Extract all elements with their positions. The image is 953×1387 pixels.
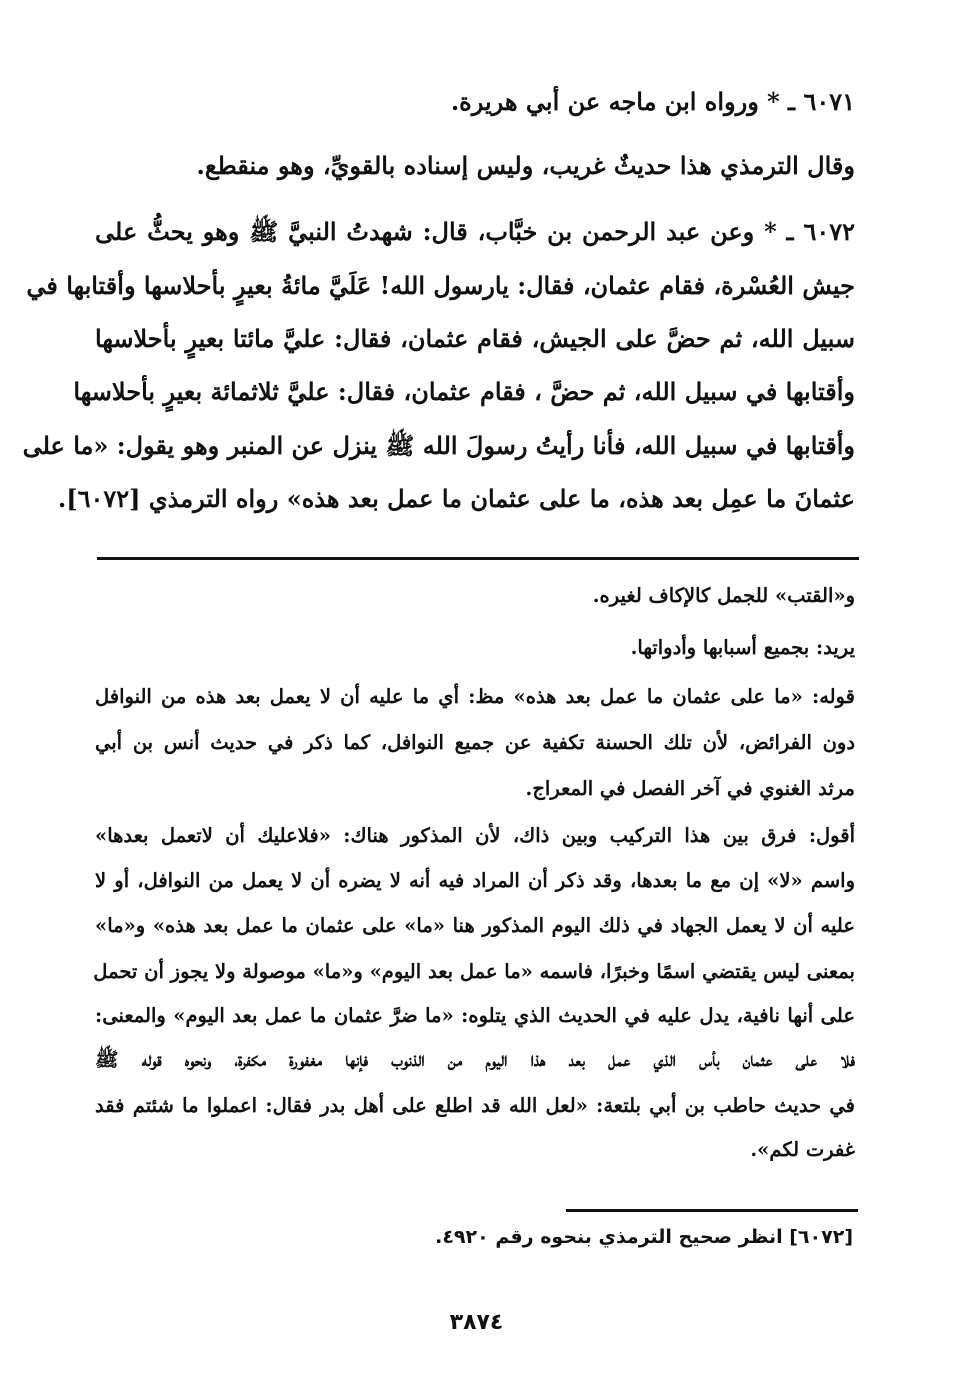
- page-number: ٣٨٧٤: [449, 1310, 504, 1335]
- hadith-6072-line-5: وأقتابها في سبيل الله، فأنا رأيتُ رسولَ الله ﷺ ينزل عن المنبر وهو يقول: «ما على: [22, 431, 855, 460]
- hadith-6072-line-3: سبيل الله، ثم حضَّ على الجيش، فقام عثمان، فقال: عليَّ مائتا بعيرٍ بأحلاسها: [95, 324, 855, 353]
- commentary-line-6: أقول: فرق بين هذا التركيب وبين ذاك، لأن المذكور هناك: «فلاعليك أن لاتعمل بعدها»: [95, 824, 855, 847]
- commentary-line-1: و«القتب» للجمل كالإكاف لغيره.: [592, 584, 855, 607]
- footnote-divider: [566, 1209, 858, 1212]
- commentary-line-8: عليه أن لا يعمل الجهاد في ذلك اليوم المذكور هنا «ما» على عثمان ما عمل بعد هذه» و«ما»: [95, 914, 855, 937]
- commentary-line-11: فلا على عثمان بأس الذي عمل بعد هذا اليوم من الذنوب فإنها مغفورة مكفرة، ونحوه قوله ﷺ: [95, 1048, 855, 1071]
- commentary-line-7: واسم «لا» إن مع ما بعدها، وقد ذكر أن المراد فيه أنه لا يضره أن لا يعمل من النوافل، أو لا: [95, 869, 855, 892]
- hadith-6071-line-2: وقال الترمذي هذا حديثٌ غريب، وليس إسناده بالقويِّ، وهو منقطع.: [196, 151, 855, 180]
- commentary-line-3: قوله: «ما على عثمان ما عمل بعد هذه» مظ: أي ما عليه أن لا يعمل بعد هذه من النوافل: [95, 685, 855, 708]
- commentary-line-5: مرثد الغنوي في آخر الفصل في المعراج.: [525, 777, 855, 800]
- commentary-line-4: دون الفرائض، لأن تلك الحسنة تكفية عن جميع النوافل، كما ذكر في حديث أنس بن أبي: [95, 731, 855, 754]
- commentary-line-2: يريد: بجميع أسبابها وأدواتها.: [630, 636, 855, 659]
- footnote-reference: [٦٠٧٢] انظر صحيح الترمذي بنحوه رقم ٤٩٢٠.: [435, 1226, 853, 1248]
- hadith-6071-line-1: ٦٠٧١ ـ * ورواه ابن ماجه عن أبي هريرة.: [450, 87, 855, 116]
- hadith-6072-line-6: عثمانَ ما عمِل بعد هذه، ما على عثمان ما عمل بعد هذه» رواه الترمذي [٦٠٧٢].: [57, 484, 855, 513]
- commentary-line-13: غفرت لكم».: [750, 1138, 855, 1161]
- hadith-6072-line-4: وأقتابها في سبيل الله، ثم حضَّ ، فقام عثمان، فقال: عليَّ ثلاثمائة بعيرٍ بأحلاسها: [73, 377, 855, 406]
- hadith-6072-line-2: جيش العُسْرة، فقام عثمان، فقال: يارسول الله! عَلَيَّ مائةُ بعيرٍ بأحلاسها وأقتابها في: [26, 271, 855, 300]
- commentary-line-9: بمعنى ليس يقتضي اسمًا وخبرًا، فاسمه «ما عمل بعد اليوم» و«ما» موصولة ولا يجوز أن تحمل: [93, 960, 855, 983]
- commentary-line-12: في حديث حاطب بن أبي بلتعة: «لعل الله قد اطلع على أهل بدر فقال: اعملوا ما شئتم فقد: [95, 1094, 855, 1117]
- hadith-6072-line-1: ٦٠٧٢ ـ * وعن عبد الرحمن بن خبَّاب، قال: شهدتُ النبيَّ ﷺ وهو يحثُّ على: [95, 217, 855, 246]
- commentary-line-10: على أنها نافية، يدل عليه في الحديث الذي يتلوه: «ما ضرَّ عثمان ما عمل بعد اليوم» والمعنى:: [95, 1004, 855, 1027]
- section-divider: [97, 557, 859, 560]
